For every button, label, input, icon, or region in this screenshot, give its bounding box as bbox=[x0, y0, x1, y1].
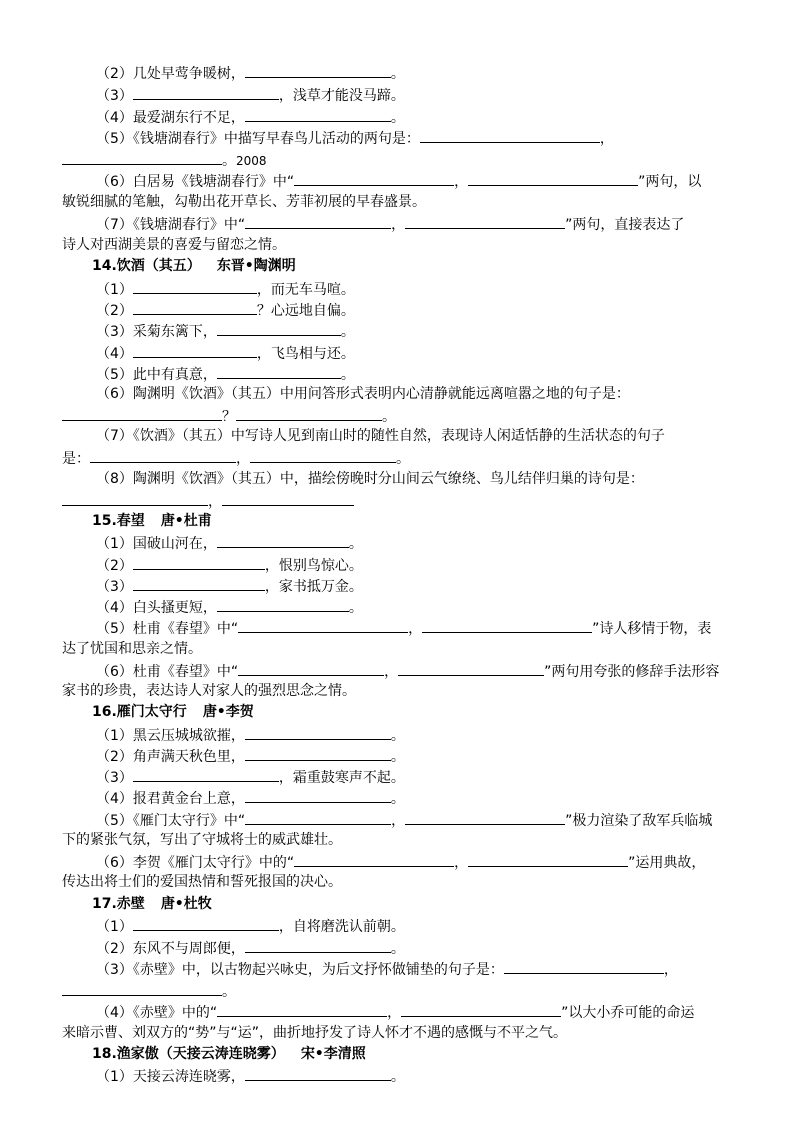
answer-blank[interactable] bbox=[133, 278, 257, 294]
line-text: ，恨别鸟惊心。 bbox=[264, 558, 363, 574]
line-text: 。 bbox=[390, 728, 405, 744]
text-line bbox=[62, 278, 734, 300]
text-line bbox=[62, 490, 734, 512]
line-text: （8）陶渊明《饮酒》（其五）中，描绘傍晚时分山间云气缭绕、鸟儿结伴归巢的诗句是： bbox=[96, 471, 644, 487]
line-text: 。 bbox=[348, 600, 363, 616]
line-text: ”两句，以 bbox=[638, 174, 702, 190]
text-line bbox=[62, 724, 734, 746]
text-line bbox=[62, 745, 734, 767]
text-line bbox=[62, 469, 734, 491]
line-text: ， bbox=[236, 451, 250, 467]
line-text: 家书的珍贵，表达诗人对家人的强烈思念之情。 bbox=[62, 683, 356, 699]
line-text: （2） bbox=[96, 303, 133, 319]
answer-blank[interactable] bbox=[420, 127, 600, 143]
line-text: （2）角声满天秋色里， bbox=[96, 749, 245, 765]
line-text: （6）李贺《雁门太守行》中的“ bbox=[96, 855, 295, 871]
text-line bbox=[62, 170, 734, 192]
text-line bbox=[62, 830, 734, 852]
line-text: ， bbox=[454, 174, 469, 190]
text-line bbox=[62, 106, 734, 128]
line-text: （5）《雁门太守行》中“ bbox=[96, 813, 246, 829]
line-text: 。 bbox=[222, 153, 236, 169]
line-text: 来暗示曹、刘双方的“势”与“运”，曲折地抒发了诗人怀才不遇的感慨与不平之气。 bbox=[62, 1025, 568, 1041]
text-line bbox=[62, 426, 734, 448]
text-line bbox=[62, 596, 734, 618]
line-text: （2）几处早莺争暖树， bbox=[96, 66, 245, 82]
line-text: （4）《赤壁》中的“ bbox=[96, 1005, 218, 1021]
answer-blank[interactable] bbox=[468, 170, 638, 186]
line-text: 东晋•陶渊明 bbox=[216, 258, 296, 274]
line-text: ”极力渲染了敌军兵临城 bbox=[565, 813, 713, 829]
section-heading bbox=[62, 511, 734, 533]
line-text: （1） bbox=[96, 282, 133, 298]
line-text: ，自将磨洗认前朝。 bbox=[278, 919, 405, 935]
line-text: （2）东风不与周郎便， bbox=[96, 941, 245, 957]
answer-blank[interactable] bbox=[217, 363, 341, 379]
text-line bbox=[62, 532, 734, 554]
line-text: （4）报君黄金台上意， bbox=[96, 791, 245, 807]
text-line bbox=[62, 809, 734, 831]
answer-blank[interactable] bbox=[245, 809, 391, 825]
answer-blank[interactable] bbox=[217, 1001, 387, 1017]
line-text: 。 bbox=[390, 66, 405, 82]
line-text: ，浅草才能没马蹄。 bbox=[278, 88, 405, 104]
answer-blank[interactable] bbox=[133, 575, 265, 591]
text-line bbox=[62, 363, 734, 385]
answer-blank[interactable] bbox=[62, 405, 222, 421]
answer-blank[interactable] bbox=[90, 447, 236, 463]
text-line bbox=[62, 787, 734, 809]
line-text: ”两句用夸张的修辞手法形容 bbox=[544, 664, 720, 680]
line-text: （3）采菊东篱下， bbox=[96, 324, 217, 340]
line-text: ，霜重鼓寒声不起。 bbox=[278, 770, 405, 786]
answer-blank[interactable] bbox=[294, 170, 454, 186]
answer-blank[interactable] bbox=[245, 787, 391, 803]
line-text: ， bbox=[391, 813, 406, 829]
text-line bbox=[62, 62, 734, 84]
answer-blank[interactable] bbox=[401, 1001, 561, 1017]
line-text: ，家书抵万金。 bbox=[264, 579, 363, 595]
answer-blank[interactable] bbox=[133, 299, 257, 315]
line-text: （3）《赤壁》中，以古物起兴咏史，为后文抒怀做铺垫的句子是： bbox=[96, 962, 504, 978]
answer-blank[interactable] bbox=[294, 851, 454, 867]
text-line bbox=[62, 958, 734, 980]
answer-blank[interactable] bbox=[133, 766, 279, 782]
line-text: 下的紧张气氛，写出了守城将士的威武雄壮。 bbox=[62, 832, 342, 848]
section-heading bbox=[62, 1044, 734, 1066]
answer-blank[interactable] bbox=[133, 554, 265, 570]
line-text: 传达出将士们的爱国热情和誓死报国的决心。 bbox=[62, 874, 342, 890]
line-text: ， bbox=[387, 1005, 402, 1021]
answer-blank[interactable] bbox=[245, 213, 391, 229]
answer-blank[interactable] bbox=[405, 809, 565, 825]
answer-blank[interactable] bbox=[245, 937, 391, 953]
text-line bbox=[62, 84, 734, 106]
answer-blank[interactable] bbox=[62, 149, 222, 165]
answer-blank[interactable] bbox=[245, 106, 391, 122]
text-line bbox=[62, 384, 734, 406]
line-text: ， bbox=[599, 131, 614, 147]
line-text: 。 bbox=[340, 324, 355, 340]
answer-blank[interactable] bbox=[245, 745, 391, 761]
answer-blank[interactable] bbox=[245, 62, 391, 78]
line-text: ，飞鸟相与还。 bbox=[256, 346, 355, 362]
text-line bbox=[62, 851, 734, 873]
text-line bbox=[62, 1065, 734, 1087]
answer-blank[interactable] bbox=[217, 532, 349, 548]
line-text: ”诗人移情于物，表 bbox=[592, 621, 712, 637]
line-text: 唐•杜牧 bbox=[160, 896, 212, 912]
line-text: ？ bbox=[222, 409, 236, 425]
text-line bbox=[62, 320, 734, 342]
line-text: （1） bbox=[96, 919, 133, 935]
line-text: （6）陶渊明《饮酒》（其五）中用问答形式表明内心清静就能远离喧嚣之地的句子是： bbox=[96, 386, 630, 402]
line-text: 宋•李清照 bbox=[300, 1046, 366, 1062]
line-text: 。 bbox=[222, 984, 236, 1000]
line-text: （6）白居易《钱塘湖春行》中“ bbox=[96, 174, 295, 190]
line-text: （3） bbox=[96, 770, 133, 786]
text-line bbox=[62, 937, 734, 959]
text-line bbox=[62, 447, 734, 469]
text-line bbox=[62, 1001, 734, 1023]
line-text: （3） bbox=[96, 579, 133, 595]
section-heading bbox=[62, 256, 734, 278]
line-text: 。 bbox=[390, 791, 405, 807]
text-line bbox=[62, 405, 734, 427]
text-line bbox=[62, 192, 734, 214]
line-text: 。 bbox=[348, 536, 363, 552]
text-line bbox=[62, 872, 734, 894]
answer-blank[interactable] bbox=[222, 490, 354, 506]
line-text: ”两句，直接表达了 bbox=[565, 217, 685, 233]
line-text: 诗人对西湖美景的喜爱与留恋之情。 bbox=[62, 237, 286, 253]
answer-blank[interactable] bbox=[217, 596, 349, 612]
answer-blank[interactable] bbox=[62, 980, 222, 996]
line-text: ”以大小乔可能的命运 bbox=[561, 1005, 695, 1021]
line-text: ”运用典故， bbox=[628, 855, 706, 871]
answer-blank[interactable] bbox=[133, 84, 279, 100]
line-text: （5）《钱塘湖春行》中描写早春鸟儿活动的两句是： bbox=[96, 131, 420, 147]
line-text: 是： bbox=[62, 451, 90, 467]
answer-blank[interactable] bbox=[250, 447, 396, 463]
line-text: 。 bbox=[340, 367, 355, 383]
line-text: （7）《钱塘湖春行》中“ bbox=[96, 217, 246, 233]
answer-blank[interactable] bbox=[236, 405, 382, 421]
section-heading bbox=[62, 894, 734, 916]
answer-blank[interactable] bbox=[133, 342, 257, 358]
answer-blank[interactable] bbox=[504, 958, 664, 974]
text-line bbox=[62, 575, 734, 597]
text-line bbox=[62, 660, 734, 682]
text-line bbox=[62, 554, 734, 576]
line-text: 唐•杜甫 bbox=[160, 513, 212, 529]
line-text: ？心远地自偏。 bbox=[256, 303, 355, 319]
text-line bbox=[62, 342, 734, 364]
answer-blank[interactable] bbox=[422, 617, 592, 633]
line-text: 15.春望 bbox=[92, 513, 145, 529]
line-text: （4）白头搔更短， bbox=[96, 600, 217, 616]
line-text: 唐•李贺 bbox=[202, 704, 254, 720]
text-line bbox=[62, 639, 734, 661]
line-text: （1）黑云压城城欲摧， bbox=[96, 728, 245, 744]
text-line bbox=[62, 127, 734, 149]
line-text: 。 bbox=[390, 1069, 405, 1085]
line-text: （7）《饮酒》（其五）中写诗人见到南山时的随性自然，表现诗人闲适恬静的生活状态的句子 bbox=[96, 428, 665, 444]
answer-blank[interactable] bbox=[62, 490, 208, 506]
answer-blank[interactable] bbox=[245, 724, 391, 740]
line-text: 17.赤壁 bbox=[92, 896, 145, 912]
line-text: （1）天接云涛连晓雾， bbox=[96, 1069, 245, 1085]
line-text: （3） bbox=[96, 88, 133, 104]
text-line bbox=[62, 915, 734, 937]
line-text: 。 bbox=[390, 110, 405, 126]
text-line bbox=[62, 299, 734, 321]
line-text: 16.雁门太守行 bbox=[92, 704, 187, 720]
line-text: ，而无车马喧。 bbox=[256, 282, 355, 298]
answer-blank[interactable] bbox=[405, 213, 565, 229]
answer-blank[interactable] bbox=[238, 617, 408, 633]
line-text: ， bbox=[454, 855, 469, 871]
line-text: （4） bbox=[96, 346, 133, 362]
answer-blank[interactable] bbox=[468, 851, 628, 867]
text-line bbox=[62, 681, 734, 703]
section-heading bbox=[62, 702, 734, 724]
answer-blank[interactable] bbox=[398, 660, 544, 676]
line-text: 14.饮酒（其五） bbox=[92, 258, 201, 274]
answer-blank[interactable] bbox=[245, 1065, 391, 1081]
text-line bbox=[62, 149, 734, 171]
line-text: 2008 bbox=[236, 154, 267, 168]
text-line bbox=[62, 980, 734, 1002]
text-line bbox=[62, 213, 734, 235]
line-text: 18.渔家傲（天接云涛连晓雾） bbox=[92, 1046, 285, 1062]
text-line bbox=[62, 235, 734, 257]
text-line bbox=[62, 1023, 734, 1045]
line-text: 敏锐细腻的笔触，勾勒出花开草长、芳菲初展的早春盛景。 bbox=[62, 194, 426, 210]
line-text: （5）杜甫《春望》中“ bbox=[96, 621, 239, 637]
answer-blank[interactable] bbox=[238, 660, 384, 676]
line-text: 。 bbox=[390, 941, 405, 957]
line-text: 。 bbox=[396, 451, 410, 467]
line-text: 。 bbox=[390, 749, 405, 765]
answer-blank[interactable] bbox=[133, 915, 279, 931]
line-text: （5）此中有真意， bbox=[96, 367, 217, 383]
line-text: （2） bbox=[96, 558, 133, 574]
line-text: （4）最爱湖东行不足， bbox=[96, 110, 245, 126]
answer-blank[interactable] bbox=[217, 320, 341, 336]
line-text: ， bbox=[663, 962, 678, 978]
line-text: 达了忧国和思亲之情。 bbox=[62, 641, 202, 657]
line-text: （1）国破山河在， bbox=[96, 536, 217, 552]
text-line bbox=[62, 766, 734, 788]
line-text: （6）杜甫《春望》中“ bbox=[96, 664, 239, 680]
line-text: ， bbox=[391, 217, 406, 233]
text-line bbox=[62, 617, 734, 639]
line-text: 。 bbox=[382, 409, 396, 425]
line-text: ， bbox=[408, 621, 423, 637]
line-text: ， bbox=[208, 494, 222, 510]
line-text: ， bbox=[384, 664, 399, 680]
